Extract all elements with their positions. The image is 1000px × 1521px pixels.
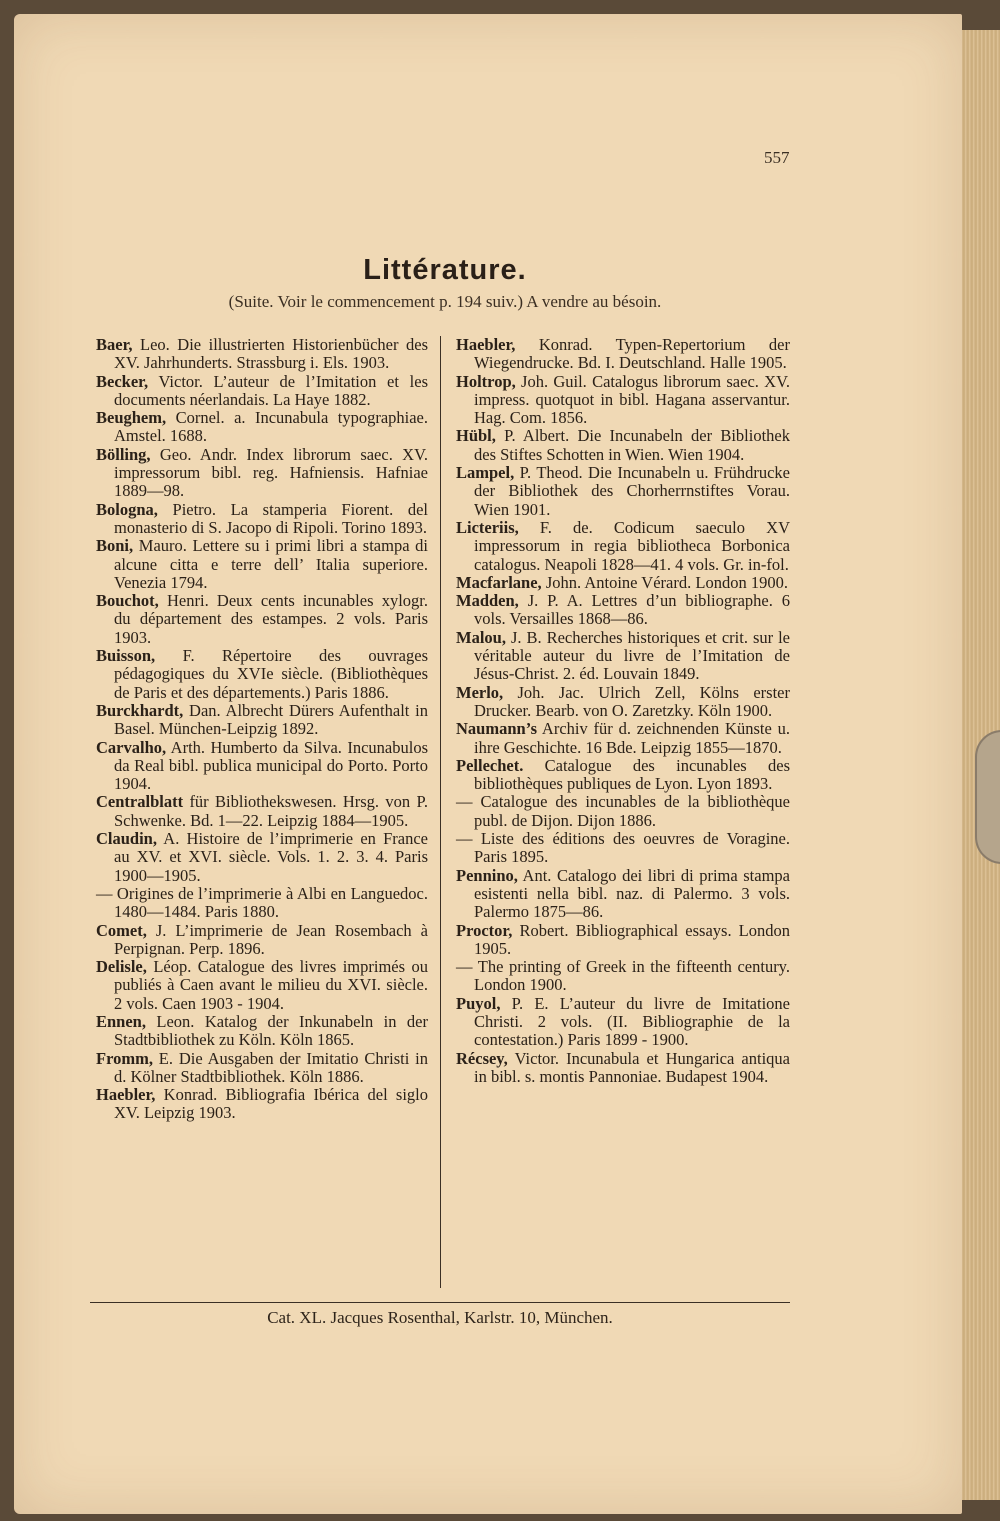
section-title: Littérature. (363, 254, 527, 286)
bibliography-entry (96, 373, 428, 410)
author-name: Baer, (96, 335, 133, 354)
bibliography-entry (96, 885, 428, 922)
author-name: Delisle, (96, 957, 147, 977)
entry-text: Joh. Guil. Catalogus librorum saec. XV. impress. quotquot in bibl. Hagana asservantur. Hag. Com. 1856. (474, 371, 790, 428)
bibliography-entry (456, 592, 790, 629)
author-name: Licteriis, (456, 517, 519, 537)
author-name: Naumann’s (456, 719, 537, 739)
entry-text: J. B. Recherches historiques et crit. sur le véritable auteur du livre de l’Imitation de Jésus-Christ. 2. éd. Louvain 1849. (474, 627, 790, 684)
entry-text: Leon. Katalog der Inkunabeln in der Stadtbibliothek zu Köln. Köln 1865. (114, 1011, 428, 1050)
bibliography-entry (456, 867, 790, 922)
author-name: Centralblatt (96, 792, 184, 812)
author-name: Pellechet. (456, 755, 524, 775)
author-name: Fromm, (96, 1048, 153, 1068)
author-name: Boni, (96, 536, 134, 556)
bibliography-entry (456, 922, 790, 959)
bibliography-entry (96, 830, 428, 885)
bibliography-entry (456, 958, 790, 995)
bibliography-entry (96, 592, 428, 647)
bibliography-entry (456, 720, 790, 757)
entry-text: P. Theod. Die Incunabeln u. Frühdrucke der Bibliothek des Chorherrnstiftes Vorau. Wien 1901. (474, 463, 790, 519)
footer-rule (90, 1302, 790, 1303)
left-column (96, 336, 428, 1123)
entry-text: Mauro. Lettere su i primi libri a stampa di alcune citta e terre dell’ Italia superiore. Venezia 1794. (114, 536, 428, 592)
bibliography-entry (456, 373, 790, 428)
entry-text: Leo. Die illustrierten Historienbücher des XV. Jahrhunderts. Strassburg i. Els. 1903. (114, 335, 428, 373)
entry-text: J. P. A. Lettres d’un bibliographe. 6 vols. Versailles 1868—86. (474, 591, 790, 629)
bibliography-entry (96, 409, 428, 446)
bibliography-entry (96, 958, 428, 1013)
catalog-footer: Cat. XL. Jacques Rosenthal, Karlstr. 10, München. (267, 1308, 613, 1327)
author-name: Burckhardt, (96, 700, 184, 720)
entry-text: Arth. Humberto da Silva. Incunabulos da Real bibl. publica municipal do Porto. Porto 1904. (114, 737, 428, 794)
bibliography-entry (456, 684, 790, 721)
entry-text: Léop. Catalogue des livres imprimés ou publiés à Caen avant le milieu du XVI. siècle. 2 vols. Caen 1903 - 1904. (114, 957, 428, 1013)
bibliography-entry (456, 1050, 790, 1087)
author-name: Pennino, (456, 865, 518, 885)
page-number: 557 (764, 148, 790, 167)
bibliography-entry (96, 793, 428, 830)
entry-text: P. E. L’auteur du livre de Imitatione Christi. 2 vols. (II. Bibliographie de la contestation.) Paris 1899 - 1900. (474, 993, 790, 1050)
section-subtitle: (Suite. Voir le commencement p. 194 suiv.) A vendre au bésoin. (228, 292, 662, 311)
bibliography-entry (456, 757, 790, 794)
entry-text: Dan. Albrecht Dürers Aufenthalt in Basel. München-Leipzig 1892. (114, 700, 428, 739)
bibliography-entry (456, 574, 790, 592)
bibliography-entry (96, 336, 428, 373)
bibliography-entry (96, 647, 428, 702)
author-name: Bölling, (96, 444, 151, 464)
entry-text: F. Répertoire des ouvrages pédagogiques du XVIe siècle. (Bibliothèques de Paris et des départements.) Paris 1886. (114, 646, 428, 702)
entry-text: — The printing of Greek in the fifteenth century. London 1900. (456, 957, 790, 995)
bibliography-entry (456, 629, 790, 684)
author-name: Buisson, (96, 646, 156, 666)
author-name: Macfarlane, (456, 572, 542, 592)
entry-text: Geo. Andr. Index librorum saec. XV. impressorum bibl. reg. Hafniensis. Hafniae 1889—98. (114, 444, 428, 501)
entry-text: — Liste des éditions des oeuvres de Voragine. Paris 1895. (456, 829, 790, 867)
entry-text: J. L’imprimerie de Jean Rosembach à Perpignan. Perp. 1896. (114, 920, 428, 958)
author-name: Carvalho, (96, 737, 167, 757)
author-name: Holtrop, (456, 371, 516, 391)
entry-text: A. Histoire de l’imprimerie en France au XV. et XVI. siècle. Vols. 1. 2. 3. 4. Paris 1900—1905. (114, 829, 428, 885)
entry-text: Ant. Catalogo dei libri di prima stampa esistenti nella bibl. naz. di Palermo. 3 vols. Palermo 1875—86. (474, 865, 790, 922)
bibliography-entry (96, 501, 428, 538)
entry-text: P. Albert. Die Incunabeln der Bibliothek des Stiftes Schotten in Wien. Wien 1904. (474, 426, 790, 464)
author-name: Proctor, (456, 920, 513, 940)
bibliography-entry (96, 1050, 428, 1087)
author-name: Bologna, (96, 499, 158, 519)
bibliography-entry (456, 427, 790, 464)
entry-text: Pietro. La stamperia Fiorent. del monasterio di S. Jacopo di Ripoli. Torino 1893. (114, 499, 428, 537)
entry-text: Konrad. Bibliografia Ibérica del siglo XV. Leipzig 1903. (114, 1085, 428, 1123)
entry-text: Victor. L’auteur de l’Imitation et les documents néerlandais. La Haye 1882. (114, 371, 428, 409)
bibliography-entry (456, 464, 790, 519)
column-divider (440, 336, 441, 1288)
author-name: Becker, (96, 371, 149, 391)
entry-text: Catalogue des incunables des bibliothèques publiques de Lyon. Lyon 1893. (474, 755, 790, 794)
bibliography-entry (456, 519, 790, 574)
entry-text: E. Die Ausgaben der Imitatio Christi in d. Kölner Stadtbibliothek. Köln 1886. (114, 1048, 428, 1086)
bibliography-entry (96, 537, 428, 592)
author-name: Hübl, (456, 426, 496, 446)
entry-text: F. de. Codicum saeculo XV impressorum in regia bibliotheca Borbonica catalogus. Neapoli 1828—41. 4 vols. Gr. in-fol. (474, 517, 790, 574)
author-name: Comet, (96, 920, 147, 940)
bibliography-entry (96, 702, 428, 739)
author-name: Merlo, (456, 682, 504, 702)
entry-text: Archiv für d. zeichnenden Künste u. ihre Geschichte. 16 Bde. Leipzig 1855—1870. (474, 719, 790, 757)
bibliography-entry (456, 793, 790, 830)
bibliography-entry (96, 922, 428, 959)
page-clip (975, 730, 1000, 864)
bibliography-entry (96, 1013, 428, 1050)
entry-text: Victor. Incunabula et Hungarica antiqua in bibl. s. montis Pannoniae. Budapest 1904. (474, 1048, 790, 1086)
bibliography-entry (456, 336, 790, 373)
entry-text: Konrad. Typen-Repertorium der Wiegendrucke. Bd. I. Deutschland. Halle 1905. (474, 335, 790, 373)
author-name: Haebler, (456, 335, 516, 354)
author-name: Beughem, (96, 408, 167, 428)
author-name: Madden, (456, 591, 519, 611)
entry-text: für Bibliothekswesen. Hrsg. von P. Schwenke. Bd. 1—22. Leipzig 1884—1905. (114, 792, 428, 830)
author-name: Puyol, (456, 993, 501, 1013)
entry-text: John. Antoine Vérard. London 1900. (541, 572, 788, 592)
bibliography-entry (96, 739, 428, 794)
author-name: Haebler, (96, 1085, 156, 1105)
bibliography-entry (456, 995, 790, 1050)
author-name: Ennen, (96, 1011, 146, 1031)
entry-text: Cornel. a. Incunabula typographiae. Amstel. 1688. (114, 408, 428, 446)
bibliography-entry (456, 830, 790, 867)
author-name: Récsey, (456, 1048, 508, 1068)
bibliography-entry (96, 446, 428, 501)
entry-text: Joh. Jac. Ulrich Zell, Kölns erster Drucker. Bearb. von O. Zaretzky. Köln 1900. (474, 682, 790, 720)
entry-text: Henri. Deux cents incunables xylogr. du département des estampes. 2 vols. Paris 1903. (114, 591, 428, 647)
author-name: Claudin, (96, 829, 157, 849)
author-name: Bouchot, (96, 591, 159, 611)
right-column (456, 336, 790, 1086)
entry-text: — Origines de l’imprimerie à Albi en Languedoc. 1480—1484. Paris 1880. (96, 883, 428, 922)
author-name: Lampel, (456, 463, 515, 483)
author-name: Malou, (456, 627, 506, 647)
entry-text: — Catalogue des incunables de la bibliothèque publ. de Dijon. Dijon 1886. (456, 792, 790, 830)
entry-text: Robert. Bibliographical essays. London 1905. (474, 920, 790, 958)
bibliography-entry (96, 1086, 428, 1123)
